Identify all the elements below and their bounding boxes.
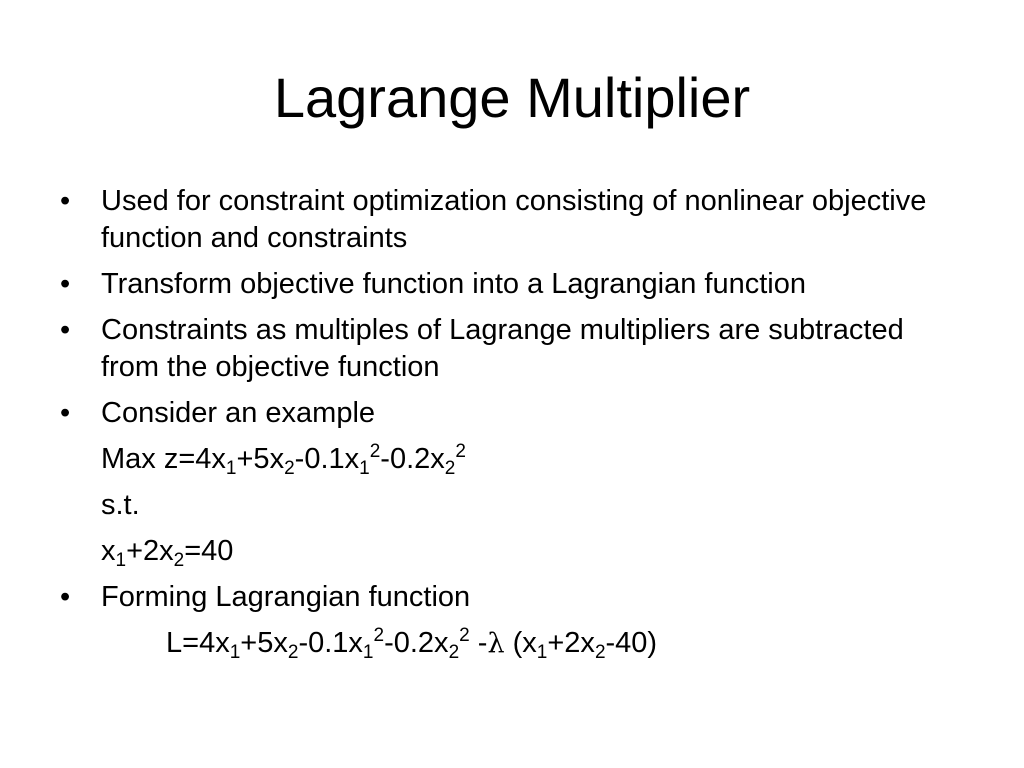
objective-equation: Max $z=4x_1+5x_2-0.1x_1^2-0.2x_2^2$	[101, 441, 466, 479]
bullet-text: Constraints as multiples of Lagrange multipliers are subtracted from the objective function	[101, 314, 904, 383]
bullet-text: Used for constraint optimization consisting of nonlinear objective function and constraints	[101, 185, 927, 254]
bullet-dot: •	[60, 268, 71, 300]
constraint-equation: $x_1+2x_2=40$	[101, 535, 234, 571]
lambda-symbol: λ	[487, 628, 505, 659]
slide-title: Lagrange Multiplier	[273, 66, 751, 129]
bullet-dot: •	[60, 397, 71, 429]
bullet-item	[60, 579, 960, 616]
bullet-item	[60, 183, 960, 257]
bullet-item	[60, 395, 960, 432]
bullet-text: Transform objective function into a Lagrangian function	[101, 268, 807, 300]
slide-body	[60, 183, 960, 662]
bullet-dot: •	[60, 581, 71, 613]
bullet-text: Forming Lagrangian function	[101, 581, 471, 613]
subject-to-label: s.t.	[101, 489, 140, 521]
bullet-dot: •	[60, 185, 71, 217]
lagrangian-equation: $L=4x_1+5x_2-0.1x_1^2-0.2x_2^2$ -λ $(x_1+2x_2-40)$	[166, 625, 658, 663]
bullet-text: Consider an example	[101, 397, 376, 429]
bullet-item	[60, 312, 960, 386]
bullet-dot: •	[60, 314, 71, 346]
bullet-item	[60, 266, 960, 303]
